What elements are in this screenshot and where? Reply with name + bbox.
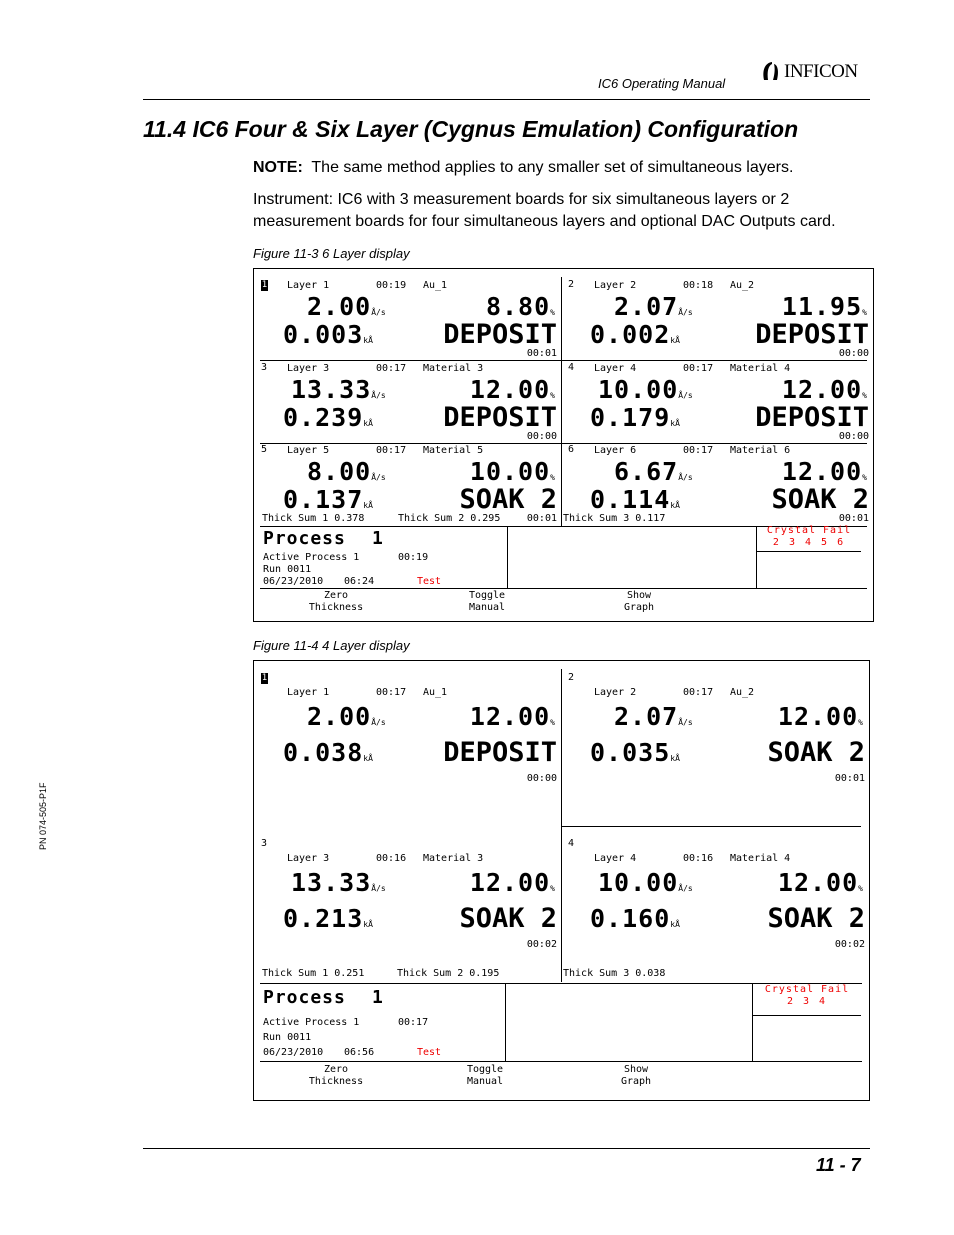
softkey-divider <box>260 1061 862 1062</box>
state-label: DEPOSIT <box>755 402 869 433</box>
thickness-value: 0.003 <box>283 320 364 349</box>
percent-unit: % <box>550 308 555 317</box>
softkey-divider <box>260 588 867 589</box>
crystal-fail-label: Crystal Fail <box>766 525 852 536</box>
rate-unit: Å/s <box>371 391 386 400</box>
figure1-caption: Figure 11-3 6 Layer display <box>253 246 410 261</box>
page-number: 11 - 7 <box>816 1155 861 1175</box>
percent-value: 12.00 <box>781 457 863 486</box>
layer-time: 00:17 <box>376 687 407 698</box>
active-process: Active Process 1 <box>263 1017 360 1028</box>
layer-time: 00:17 <box>376 363 407 374</box>
rate-readout <box>307 702 386 731</box>
state-label: SOAK 2 <box>767 737 865 768</box>
state-timer: 00:02 <box>526 939 557 950</box>
crystal-fail-list: 2 3 4 5 6 <box>772 537 846 548</box>
row-divider <box>260 443 867 444</box>
thick-sum-1: Thick Sum 1 0.251 <box>262 968 365 979</box>
note-label: NOTE: <box>253 159 303 176</box>
thickness-readout <box>283 485 373 514</box>
thickness-unit: kÅ <box>363 336 373 345</box>
material-name: Au_2 <box>730 280 755 291</box>
material-name: Material 6 <box>730 445 791 456</box>
percent-value: 12.00 <box>777 702 859 731</box>
percent-value: 12.00 <box>781 375 863 404</box>
material-name: Material 3 <box>423 363 484 374</box>
thick-sum-2: Thick Sum 2 0.195 <box>397 968 500 979</box>
rate-value: 13.33 <box>291 868 372 897</box>
percent-readout <box>470 702 555 731</box>
thickness-unit: kÅ <box>363 754 373 763</box>
cell-number: 2 <box>568 279 575 290</box>
rate-readout <box>598 375 693 404</box>
rate-value: 2.07 <box>614 292 679 321</box>
state-timer: 00:02 <box>834 939 865 950</box>
thickness-readout <box>590 403 680 432</box>
state-timer: 00:01 <box>526 348 557 359</box>
rate-readout <box>614 292 693 321</box>
cell-number: 1 <box>261 673 268 683</box>
layer-label: Layer 1 <box>287 687 330 698</box>
percent-value: 8.80 <box>485 292 551 321</box>
percent-readout <box>470 868 555 897</box>
footer-rule <box>143 1148 870 1149</box>
cell-number: 6 <box>568 444 575 455</box>
percent-value: 12.00 <box>777 868 859 897</box>
rate-unit: Å/s <box>371 308 386 317</box>
process-number: 1 <box>372 528 384 549</box>
thickness-unit: kÅ <box>670 336 680 345</box>
layer-label: Layer 3 <box>287 853 330 864</box>
percent-value: 12.00 <box>469 702 551 731</box>
layer-time: 00:17 <box>683 445 714 456</box>
thickness-value: 0.137 <box>283 485 364 514</box>
thickness-unit: kÅ <box>670 419 680 428</box>
state-label: DEPOSIT <box>755 319 869 350</box>
state-timer: 00:01 <box>834 773 865 784</box>
thickness-readout <box>590 904 680 933</box>
crystal-fail-underline <box>757 551 861 552</box>
material-name: Material 4 <box>730 363 791 374</box>
run-time: 06:56 <box>344 1047 375 1058</box>
instrument-line-2: measurement boards for four simultaneous layers and optional DAC Outputs card. <box>253 213 836 230</box>
rate-unit: Å/s <box>371 884 386 893</box>
run-time: 06:24 <box>344 576 375 587</box>
figure2-caption: Figure 11-4 4 Layer display <box>253 638 410 653</box>
layer-label: Layer 6 <box>594 445 637 456</box>
thick-sum-3: Thick Sum 3 0.117 <box>563 513 666 524</box>
rate-value: 8.00 <box>307 457 372 486</box>
rate-unit: Å/s <box>678 308 693 317</box>
run-number: Run 0011 <box>263 564 312 575</box>
state-timer: 00:00 <box>838 348 869 359</box>
zero-thickness-button[interactable]: Zero Thickness <box>308 590 364 613</box>
crystal-fail-underline <box>753 1015 861 1016</box>
rate-value: 2.00 <box>307 702 372 731</box>
percent-readout <box>470 375 555 404</box>
material-name: Material 3 <box>423 853 484 864</box>
rate-unit: Å/s <box>371 473 386 482</box>
state-label: SOAK 2 <box>459 484 557 515</box>
rate-value: 13.33 <box>291 375 372 404</box>
state-label: DEPOSIT <box>443 737 557 768</box>
percent-unit: % <box>862 473 867 482</box>
process-number: 1 <box>372 987 384 1008</box>
active-process-time: 00:17 <box>398 1017 429 1028</box>
thickness-readout <box>590 485 680 514</box>
process-divider <box>507 527 508 588</box>
percent-value: 12.00 <box>469 868 551 897</box>
rate-value: 6.67 <box>614 457 679 486</box>
cell-number: 5 <box>261 444 268 455</box>
rate-readout <box>614 702 693 731</box>
percent-readout <box>778 702 863 731</box>
rate-unit: Å/s <box>678 391 693 400</box>
cell-number: 4 <box>568 362 575 373</box>
thickness-value: 0.002 <box>590 320 671 349</box>
thickness-unit: kÅ <box>670 920 680 929</box>
rate-value: 10.00 <box>598 868 679 897</box>
thick-sum-3: Thick Sum 3 0.038 <box>563 968 666 979</box>
percent-unit: % <box>858 718 863 727</box>
rate-unit: Å/s <box>678 884 693 893</box>
thickness-value: 0.160 <box>590 904 671 933</box>
percent-value: 10.00 <box>469 457 551 486</box>
process-title: Process <box>263 987 346 1008</box>
instrument-line-1: Instrument: IC6 with 3 measurement boards for six simultaneous layers or 2 <box>253 191 790 208</box>
material-name: Au_1 <box>423 280 448 291</box>
thick-sum-2: Thick Sum 2 0.295 <box>398 513 501 524</box>
test-indicator: Test <box>417 1047 442 1058</box>
percent-unit: % <box>550 473 555 482</box>
percent-unit: % <box>858 884 863 893</box>
layer-label: Layer 1 <box>287 280 330 291</box>
inficon-logo-icon <box>760 60 784 84</box>
percent-readout <box>782 457 867 486</box>
layer-label: Layer 3 <box>287 363 330 374</box>
layer-time: 00:17 <box>683 687 714 698</box>
thickness-unit: kÅ <box>363 920 373 929</box>
row-divider <box>561 826 861 827</box>
percent-unit: % <box>550 391 555 400</box>
layer-time: 00:19 <box>376 280 407 291</box>
thickness-unit: kÅ <box>363 501 373 510</box>
state-timer: 00:00 <box>526 773 557 784</box>
thickness-unit: kÅ <box>363 419 373 428</box>
rate-readout <box>614 457 693 486</box>
run-date: 06/23/2010 <box>263 576 324 587</box>
state-timer: 00:00 <box>526 431 557 442</box>
layer-time: 00:18 <box>683 280 714 291</box>
layer-label: Layer 2 <box>594 687 637 698</box>
six-layer-display <box>253 268 874 622</box>
cell-number: 3 <box>261 362 268 373</box>
percent-value: 12.00 <box>469 375 551 404</box>
run-date: 06/23/2010 <box>263 1047 324 1058</box>
thickness-readout <box>590 738 680 767</box>
rate-readout <box>307 457 386 486</box>
show-graph-button[interactable]: Show Graph <box>623 590 655 613</box>
section-title: 11.4 IC6 Four & Six Layer (Cygnus Emulation) Configuration <box>143 116 799 142</box>
active-process: Active Process 1 <box>263 552 360 563</box>
material-name: Au_2 <box>730 687 755 698</box>
layer-time: 00:16 <box>683 853 714 864</box>
toggle-manual-button[interactable]: Toggle Manual <box>468 590 506 613</box>
layer-label: Layer 2 <box>594 280 637 291</box>
percent-unit: % <box>862 391 867 400</box>
show-graph-button[interactable]: Show Graph <box>620 1064 652 1087</box>
thickness-readout <box>283 403 373 432</box>
percent-readout <box>778 868 863 897</box>
percent-value: 11.95 <box>781 292 863 321</box>
layer-time: 00:16 <box>376 853 407 864</box>
percent-unit: % <box>550 718 555 727</box>
crystal-fail-list: 2 3 4 <box>786 996 828 1007</box>
test-indicator: Test <box>417 576 442 587</box>
layer-label: Layer 4 <box>594 853 637 864</box>
zero-thickness-button[interactable]: Zero Thickness <box>308 1064 364 1087</box>
cell-number: 3 <box>261 838 268 849</box>
material-name: Material 4 <box>730 853 791 864</box>
state-timer: 00:00 <box>838 431 869 442</box>
state-label: SOAK 2 <box>459 903 557 934</box>
state-label: DEPOSIT <box>443 319 557 350</box>
percent-readout <box>782 375 867 404</box>
thickness-readout <box>283 738 373 767</box>
state-timer: 00:01 <box>838 513 869 524</box>
process-title: Process <box>263 528 346 549</box>
run-number: Run 0011 <box>263 1032 312 1043</box>
cell-number: 1 <box>261 280 268 290</box>
rate-unit: Å/s <box>678 473 693 482</box>
four-layer-display <box>253 660 870 1101</box>
manual-title: IC6 Operating Manual <box>598 76 726 91</box>
toggle-manual-button[interactable]: Toggle Manual <box>466 1064 504 1087</box>
material-name: Au_1 <box>423 687 448 698</box>
thickness-unit: kÅ <box>670 501 680 510</box>
layer-time: 00:17 <box>376 445 407 456</box>
thickness-readout <box>283 904 373 933</box>
active-process-time: 00:19 <box>398 552 429 563</box>
rate-readout <box>291 375 386 404</box>
cell-number: 2 <box>568 672 575 683</box>
thick-sum-1: Thick Sum 1 0.378 <box>262 513 365 524</box>
material-name: Material 5 <box>423 445 484 456</box>
thickness-value: 0.035 <box>590 738 671 767</box>
percent-unit: % <box>862 308 867 317</box>
header-rule <box>143 99 870 100</box>
rate-readout <box>598 868 693 897</box>
thickness-readout <box>283 320 373 349</box>
state-label: SOAK 2 <box>771 484 869 515</box>
state-label: SOAK 2 <box>767 903 865 934</box>
percent-readout <box>470 457 555 486</box>
thickness-value: 0.239 <box>283 403 364 432</box>
instrument-paragraph <box>253 189 836 233</box>
state-timer: 00:01 <box>526 513 557 524</box>
cell-number: 4 <box>568 838 575 849</box>
note-text: The same method applies to any smaller set of simultaneous layers. <box>311 159 794 176</box>
rate-value: 10.00 <box>598 375 679 404</box>
rate-unit: Å/s <box>678 718 693 727</box>
thickness-value: 0.038 <box>283 738 364 767</box>
thickness-unit: kÅ <box>670 754 680 763</box>
part-number: PN 074-505-P1F <box>38 782 48 850</box>
rate-value: 2.00 <box>307 292 372 321</box>
rate-readout <box>307 292 386 321</box>
percent-unit: % <box>550 884 555 893</box>
layer-time: 00:17 <box>683 363 714 374</box>
thickness-value: 0.114 <box>590 485 671 514</box>
rate-readout <box>291 868 386 897</box>
thickness-value: 0.179 <box>590 403 671 432</box>
column-divider <box>561 277 562 527</box>
row-divider <box>260 360 867 361</box>
process-divider <box>505 984 506 1061</box>
rate-value: 2.07 <box>614 702 679 731</box>
note-paragraph <box>253 157 793 179</box>
percent-readout <box>486 292 555 321</box>
thickness-readout <box>590 320 680 349</box>
layer-label: Layer 4 <box>594 363 637 374</box>
layer-label: Layer 5 <box>287 445 330 456</box>
brand-logo: INFICON <box>784 61 858 82</box>
thickness-value: 0.213 <box>283 904 364 933</box>
percent-readout <box>782 292 867 321</box>
state-label: DEPOSIT <box>443 402 557 433</box>
rate-unit: Å/s <box>371 718 386 727</box>
crystal-fail-label: Crystal Fail <box>764 984 850 995</box>
